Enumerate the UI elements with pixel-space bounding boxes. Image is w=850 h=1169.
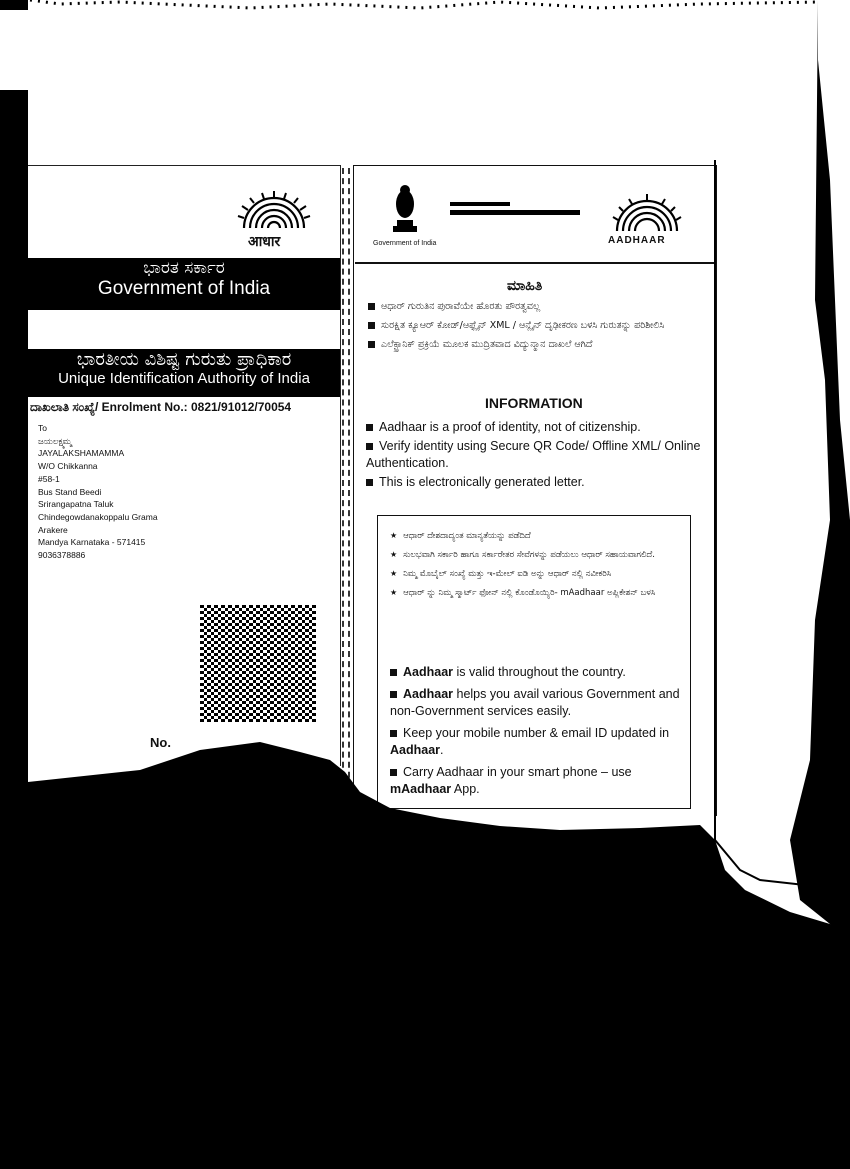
footer-kannada-text-2: ಅಧಿಕಾರ bbox=[560, 852, 584, 862]
list-item: Aadhaar is valid throughout the country. bbox=[390, 664, 680, 681]
aadhaar-hindi-wordmark: आधार bbox=[248, 234, 281, 250]
information-title: INFORMATION bbox=[485, 395, 583, 411]
address-line: #58-1 bbox=[38, 473, 60, 484]
uidai-english-text: Unique Identification Authority of India bbox=[58, 370, 310, 387]
footer-kannada-text: ಆಧಾರ್ - ಸಾಮಾನ್ಯ ಮನುಷ್ಯನ bbox=[510, 837, 598, 847]
list-item: ★ ಆಧಾರ್ ದೇಶದಾದ್ಯಂತ ಮಾನ್ಯತೆಯನ್ನು ಪಡೆದಿದೆ bbox=[390, 531, 531, 541]
address-line: Arakere bbox=[38, 524, 68, 535]
enrolment-number: ದಾಖಲಾತಿ ಸಂಖ್ಯೆ/ Enrolment No.: 0821/91012/70054 bbox=[30, 400, 292, 414]
address-line: To bbox=[38, 423, 47, 433]
aadhaar-english-wordmark: AADHAAR bbox=[608, 235, 666, 246]
list-item: ಸುರಕ್ಷಿತ ಕ್ಯೂಆರ್ ಕೋಡ್/ಆಫ್ಲೈನ್ XML / ಆನ್ಲೈನ್ ದೃಢೀಕರಣ ಬಳಸಿ ಗುರುತನ್ನು ಪರಿಶೀಲಿಸಿ bbox=[368, 319, 698, 332]
address-line: Bus Stand Beedi bbox=[38, 486, 102, 497]
list-item: Aadhaar is a proof of identity, not of citizenship. bbox=[366, 419, 711, 437]
address-line: ಜಯಲಕ್ಷ್ಮಮ್ಮ bbox=[38, 435, 72, 446]
list-item: Aadhaar helps you avail various Government and non-Government services easily. bbox=[390, 687, 680, 718]
list-item: ಎಲೆಕ್ಟ್ರಾನಿಕ್ ಪ್ರಕ್ರಿಯೆ ಮೂಲಕ ಮುದ್ರಿತವಾದ ವಿದ್ಯುನ್ಮಾನ ದಾಖಲೆ ಆಗಿದೆ bbox=[368, 338, 698, 351]
list-item: Keep your mobile number & email ID updated in Aadhaar. bbox=[390, 726, 670, 757]
gov-logo-label: Government of India bbox=[373, 240, 437, 247]
list-item: Verify identity using Secure QR Code/ Offline XML/ Online Authentication. bbox=[366, 438, 701, 470]
list-item: This is electronically generated letter. bbox=[366, 474, 711, 492]
address-line: Chindegowdanakoppalu Grama bbox=[38, 511, 158, 522]
address-line: 9036378886 bbox=[38, 550, 86, 561]
gov-english-text: Government of India bbox=[97, 278, 271, 299]
address-line: W/O Chikkanna bbox=[38, 461, 98, 472]
list-item: ★ ಸುಲಭವಾಗಿ ಸರ್ಕಾರಿ ಹಾಗೂ ಸರ್ಕಾರೇತರ ಸೇವೆಗಳನ್ನು ಪಡೆಯಲು ಆಧಾರ್ ಸಹಾಯವಾಗಲಿದೆ. bbox=[390, 550, 655, 560]
list-item: Carry Aadhaar in your smart phone – use mAadhaar App. bbox=[390, 765, 632, 796]
stray-text: No. bbox=[150, 735, 171, 750]
list-item: ★ ಆಧಾರ್ ನ್ನು ನಿಮ್ಮ ಸ್ಮಾರ್ಟ್ ಫೋನ್ ನಲ್ಲಿ ಕೊಂಡೊಯ್ಯಿರಿ- mAadhaar ಅಪ್ಲಿಕೇಶನ್ ಬಳಸಿ bbox=[390, 588, 656, 598]
list-item: ಆಧಾರ್ ಗುರುತಿನ ಪುರಾವೆಯೇ ಹೊರತು ಪೌರತ್ವವಲ್ಲ bbox=[368, 300, 698, 313]
uidai-kannada-text: ಭಾರತೀಯ ವಿಶಿಷ್ಟ ಗುರುತು ಪ್ರಾಧಿಕಾರ bbox=[76, 349, 292, 370]
list-item: ★ ನಿಮ್ಮ ಮೊಬೈಲ್ ಸಂಖ್ಯೆ ಮತ್ತು ಇ-ಮೇಲ್ ಐಡಿ ಅನ್ನು ಆಧಾರ್ ನಲ್ಲಿ ನವೀಕರಿಸಿ bbox=[390, 569, 612, 579]
address-line: Mandya Karnataka - 571415 bbox=[38, 537, 146, 548]
gov-kannada-text: ಭಾರತ ಸರ್ಕಾರ bbox=[143, 258, 225, 278]
address-line: Srirangapatna Taluk bbox=[38, 499, 114, 510]
address-line: JAYALAKSHAMAMMA bbox=[38, 448, 125, 459]
mahiti-title: ಮಾಹಿತಿ bbox=[507, 278, 543, 294]
